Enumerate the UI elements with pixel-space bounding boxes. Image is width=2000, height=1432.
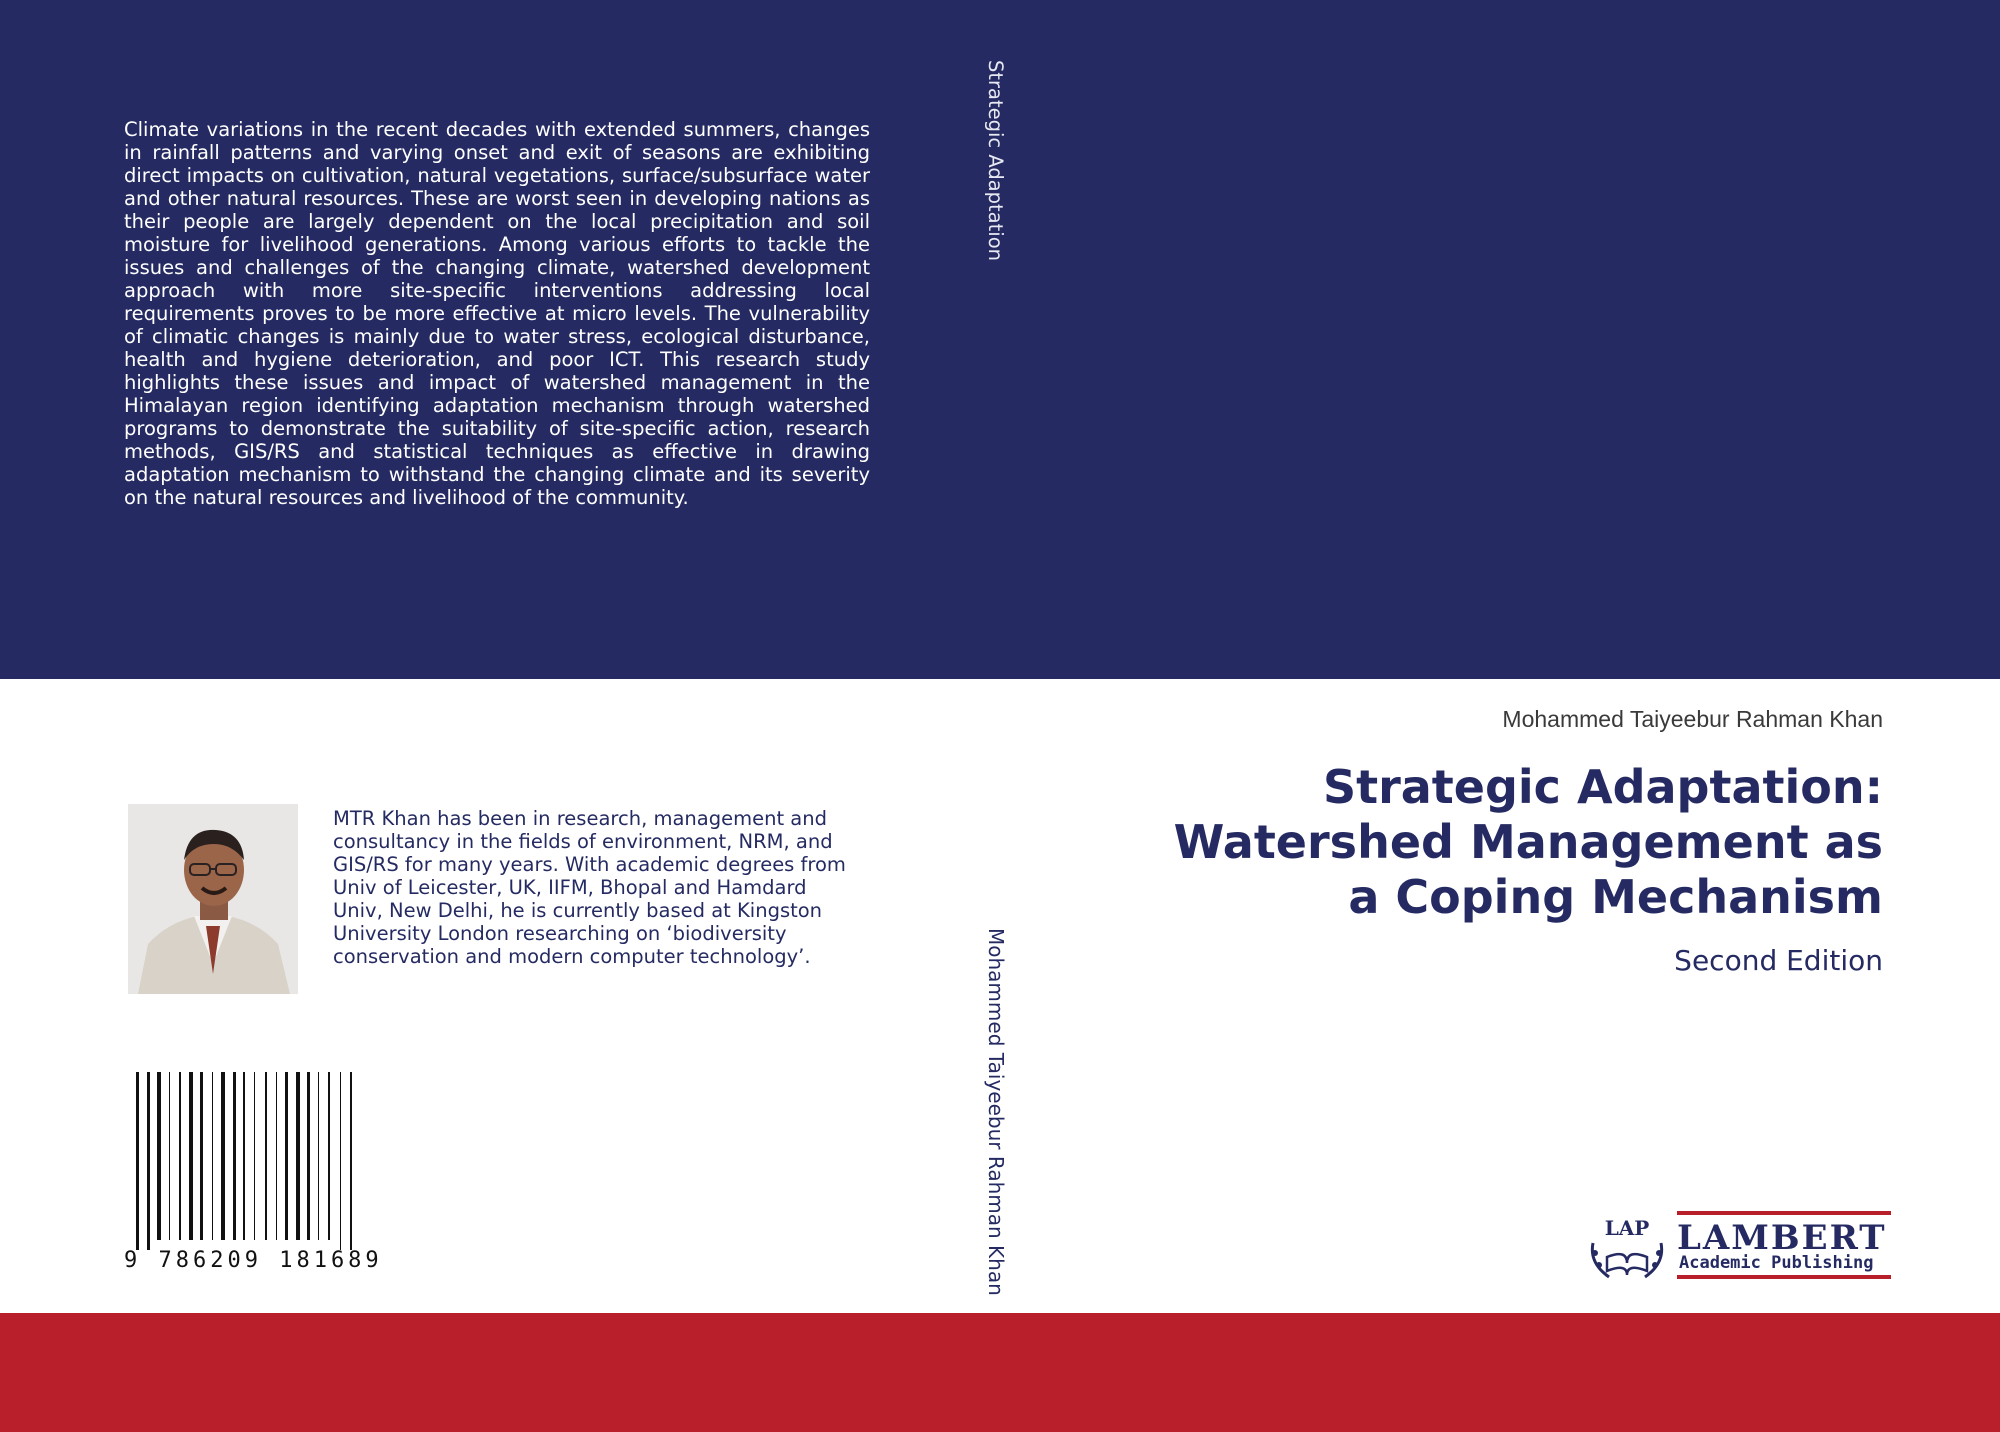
barcode-bar — [265, 1072, 267, 1240]
isbn-barcode — [120, 1072, 460, 1272]
book-title-line-3: a Coping Mechanism — [1348, 870, 1883, 924]
book-title-line-1: Strategic Adaptation: — [1322, 760, 1883, 814]
barcode-bar — [200, 1072, 203, 1240]
author-bio: MTR Khan has been in research, management and consultancy in the fields of environment, NRM, and GIS/RS for many years. With academic degrees from Univ of Leicester, UK, IIFM, Bhopal and Hamdard Univ, New Delhi, he is currently based at Kingston University London researching on ‘biodiversity conservation and modern computer technology’. — [333, 807, 846, 968]
barcode-bar — [296, 1072, 300, 1240]
barcode-bar — [276, 1072, 277, 1240]
publisher-name: LAMBERT — [1677, 1218, 1887, 1258]
publisher-logo — [1585, 1205, 1895, 1285]
lap-emblem-icon — [1592, 1216, 1662, 1277]
barcode-bar — [350, 1072, 352, 1250]
barcode-bars — [136, 1072, 352, 1250]
barcode-bar — [233, 1072, 236, 1240]
barcode-bar — [340, 1072, 341, 1250]
book-title — [1063, 760, 1883, 925]
barcode-bar — [157, 1072, 161, 1240]
barcode-bar — [254, 1072, 255, 1240]
lap-badge-text: LAP — [1604, 1216, 1650, 1240]
book-title-line-2: Watershed Management as — [1173, 815, 1883, 869]
author-portrait-icon — [128, 804, 298, 994]
back-cover-blurb: Climate variations in the recent decades with extended summers, changes in rainfall patterns and varying onset and exit of seasons are exhibiting direct impacts on cultivation, natural vegetations, surface/subsurface water and other natural resources. These are worst seen in developing nations as their people are largely dependent on the local precipitation and soil moisture for livelihood generations. Among various efforts to tackle the issues and challenges of the changing climate, watershed development approach with more site-specific interventions addressing local requirements proves to be more effective at micro levels. The vulnerability of climatic changes is mainly due to water stress, ecological disturbance, health and hygiene deterioration, and poor ICT. This research study highlights these issues and impact of watershed management in the Himalayan region identifying adaptation mechanism through watershed programs to demonstrate the suitability of site-specific action, research methods, GIS/RS and statistical techniques as effective in drawing adaptation mechanism to withstand the changing climate and its severity on the natural resources and livelihood of the community. — [124, 118, 870, 509]
barcode-bar — [318, 1072, 319, 1240]
edition-label: Second Edition — [1674, 944, 1883, 977]
barcode-bar — [136, 1072, 139, 1250]
barcode-bar — [221, 1072, 225, 1240]
barcode-bar — [147, 1072, 150, 1250]
barcode-bar — [328, 1072, 330, 1240]
barcode-bar — [307, 1072, 310, 1240]
isbn-digits: 9 786209 181689 — [124, 1248, 383, 1272]
barcode-bar — [179, 1072, 181, 1240]
barcode-bar — [285, 1072, 288, 1240]
spine-author: Mohammed Taiyeebur Rahman Khan — [984, 928, 1008, 1296]
spine-title: Strategic Adaptation — [984, 60, 1007, 261]
barcode-bar — [169, 1072, 170, 1240]
publisher-subtitle: Academic Publishing — [1679, 1253, 1874, 1273]
front-cover-author: Mohammed Taiyeebur Rahman Khan — [1502, 706, 1883, 732]
bottom-red-band — [0, 1313, 2000, 1432]
barcode-bar — [212, 1072, 213, 1240]
barcode-bar — [243, 1072, 245, 1240]
barcode-bar — [189, 1072, 193, 1240]
author-photo — [128, 804, 298, 994]
